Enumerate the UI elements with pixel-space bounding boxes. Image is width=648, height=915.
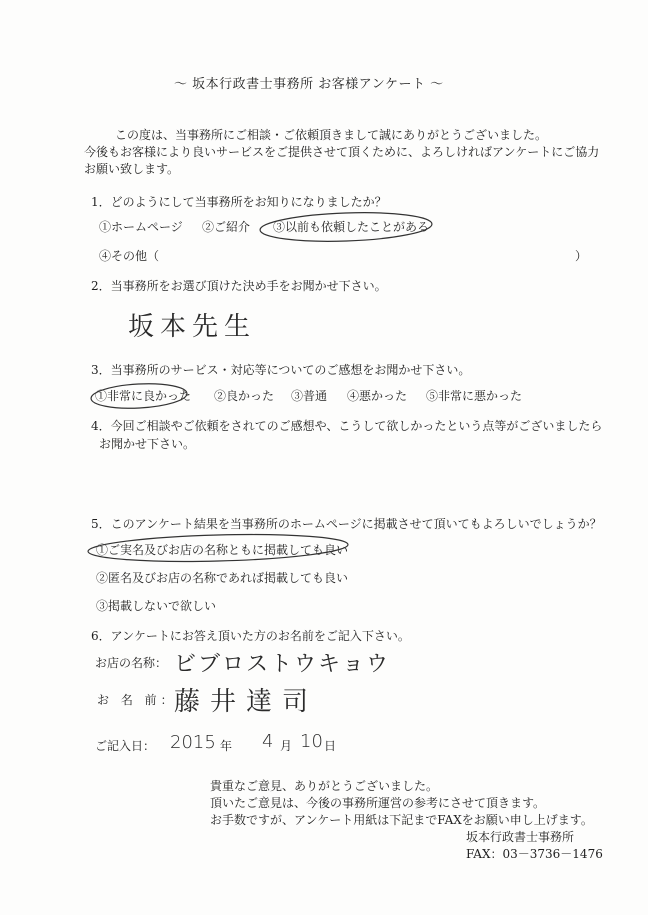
q3-option-3[interactable]: ③普通 (291, 389, 328, 403)
date-year-handwritten: 2015 (170, 732, 216, 753)
q3-option-4[interactable]: ④悪かった (347, 389, 408, 403)
q5-option-1[interactable]: ①ご実名及びお店の名称ともに掲載しても良い (96, 543, 349, 557)
q4-question-line-1: 4．今回ご相談やご依頼をされてのご感想や、こうして欲しかったという点等がございましたら (91, 419, 603, 433)
intro-line-3: お願い致します。 (84, 162, 180, 176)
q3-selection-circle (90, 382, 187, 411)
q5-option-3[interactable]: ③掲載しないで欲しい (96, 599, 217, 613)
q1-question: 1．どのようにして当事務所をお知りになりましたか？ (91, 195, 387, 209)
page-title: 〜 坂本行政書士事務所 お客様アンケート 〜 (174, 77, 444, 92)
customer-name-label: お 名 前： (97, 693, 177, 707)
q6-question: 6．アンケートにお答え頂いた方のお名前をご記入下さい。 (91, 629, 410, 643)
q1-option-other[interactable]: ④その他（ (99, 249, 160, 263)
q5-selection-circle (88, 532, 349, 565)
date-day-handwritten: 10 (300, 731, 323, 752)
footer-line-1: 貴重なご意見、ありがとうございました。 (210, 779, 439, 793)
q4-question-line-2: お聞かせ下さい。 (99, 437, 196, 451)
q3-option-2[interactable]: ②良かった (214, 389, 275, 403)
footer-fax: FAX：03－3736－1476 (466, 847, 603, 861)
intro-line-2: 今後もお客様により良いサービスをご提供させて頂くために、よろしければアンケートにご協力 (84, 145, 600, 159)
date-month-unit: 月 (280, 739, 293, 753)
date-month-handwritten: 4 (262, 731, 274, 752)
footer-line-2: 頂いたご意見は、今後の事務所運営の参考にさせて頂きます。 (210, 796, 546, 810)
q1-other-close: ） (575, 249, 588, 263)
q1-selection-circle (260, 210, 433, 244)
date-label: ご記入日： (95, 739, 156, 753)
q1-option-2[interactable]: ②ご紹介 (202, 220, 251, 234)
footer-office-name: 坂本行政書士事務所 (466, 830, 575, 844)
q3-option-1[interactable]: ①非常に良かった (95, 389, 192, 403)
date-year-unit: 年 (220, 739, 233, 753)
q5-question: 5．このアンケート結果を当事務所のホームページに掲載させて頂いてもよろしいでしょうか？ (91, 517, 602, 531)
customer-name-handwritten: 藤井達司 (174, 687, 319, 717)
q5-option-2[interactable]: ②匿名及びお店の名称であれば掲載しても良い (96, 571, 349, 585)
date-day-unit: 日 (324, 739, 337, 753)
q3-question: 3．当事務所のサービス・対応等についてのご感想をお聞かせ下さい。 (91, 363, 471, 377)
q2-question: 2．当事務所をお選び頂けた決め手をお聞かせ下さい。 (91, 279, 387, 293)
shop-name-label: お店の名称： (95, 656, 168, 670)
q2-handwritten-answer: 坂本先生 (128, 312, 257, 342)
intro-line-1: この度は、当事務所にご相談・ご依頼頂きまして誠にありがとうございました。 (115, 128, 548, 142)
q1-option-3[interactable]: ③以前も依頼したことがある (273, 220, 430, 234)
q1-option-1[interactable]: ①ホームページ (99, 220, 183, 234)
shop-name-handwritten: ビブロストウキョウ (174, 652, 391, 677)
q3-option-5[interactable]: ⑤非常に悪かった (426, 389, 523, 403)
footer-line-3: お手数ですが、アンケート用紙は下記までFAXをお願い申し上げます。 (210, 813, 593, 827)
